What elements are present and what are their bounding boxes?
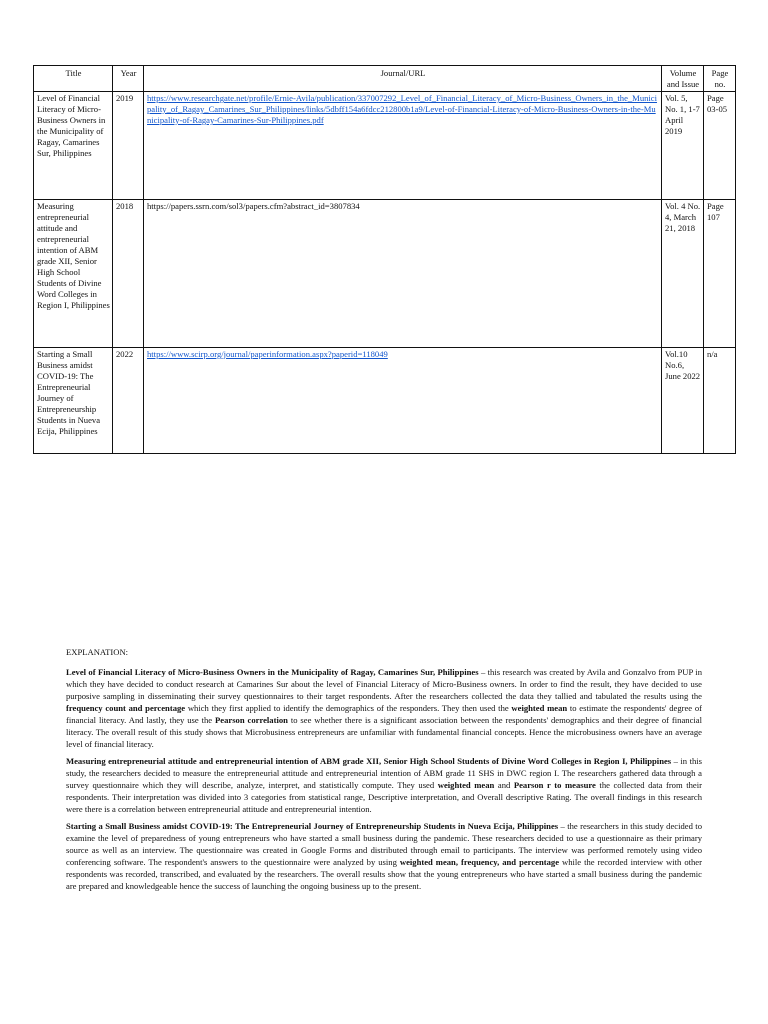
table-row	[34, 348, 736, 454]
row-year: 2019	[113, 92, 144, 200]
text-run: – in this study, the researchers decided to measure the entrepreneurial attitude and entrepreneurial intention of ABM grade 11 SHS in DWC region I. The researchers gathered data through a survey questionnaire which they will describe, analyze, interpret, and statistically compute. They used	[66, 756, 702, 790]
row-year: 2022	[113, 348, 144, 454]
text-run: while the recorded interview with other respondents was recorded, transcribed, and evaluated by the researchers. The overall results show that the young entrepreneurs who have started a small business during the pandemic are prepared and knowledgeable hence the success of launching the ongoing business up to the present.	[66, 857, 702, 891]
row-page: Page 03-05	[704, 92, 736, 200]
text-run: – this research was created by Avila and Gonzalvo from PUP in which they have decided to conduct research at Camarines Sur about the level of Financial Literacy of Micro-Business owners. In order to find the result, they have decided to use purposive sampling in disseminating their survey questionnaires to their target respondents. After the researchers collected the data they tallied and tabulated the results using the	[66, 667, 702, 701]
text-run: the collected data from their respondents. Their interpretation was divided into 3 categories from statistical range, Descriptive interpretation, and Overall descriptive Rating. The overall findings in this research were there is a correlation between entrepreneurial attitude and entrepreneurial intention.	[66, 780, 702, 814]
header-year: Year	[113, 66, 144, 92]
row-url-text: https://papers.ssrn.com/sol3/papers.cfm?abstract_id=3807834	[144, 200, 662, 348]
explanation-section	[66, 646, 702, 897]
row-title: Measuring entrepreneurial attitude and entrepreneurial intention of ABM grade XII, Senior High School Students of Divine Word Colleges in Region I, Philippines	[34, 200, 113, 348]
row-volume: Vol.10 No.6, June 2022	[662, 348, 704, 454]
bold-run: Pearson correlation	[215, 715, 288, 725]
bold-run: Level of Financial Literacy of Micro-Business Owners in the Municipality of Ragay, Camarines Sur, Philippines	[66, 667, 479, 677]
explanation-heading: EXPLANATION:	[66, 647, 129, 657]
bold-run: Measuring entrepreneurial attitude and entrepreneurial intention of ABM grade XII, Senior High School Students of Divine Word Colleges in Region I, Philippines	[66, 756, 672, 766]
row-title: Level of Financial Literacy of Micro-Business Owners in the Municipality of Ragay, Camarines Sur, Philippines	[34, 92, 113, 200]
row-url-link[interactable]: https://www.scirp.org/journal/paperinformation.aspx?paperid=118049	[147, 349, 388, 359]
table-header-row	[34, 66, 736, 92]
row-volume: Vol. 5, No. 1, 1-7 April 2019	[662, 92, 704, 200]
bold-run: Pearson r to measure	[513, 780, 596, 790]
bold-run: weighted mean, frequency, and percentage	[399, 857, 560, 867]
row-url-cell	[144, 348, 662, 454]
explanation-paragraph	[66, 820, 702, 892]
explanation-paragraph	[66, 666, 702, 750]
row-page: Page 107	[704, 200, 736, 348]
row-url-link[interactable]: https://www.researchgate.net/profile/Ernie-Avila/publication/337007292_Level_of_Financial_Literacy_of_Micro-Business_Owners_in_the_Municipality_of_Ragay_Camarines_Sur_Philippines/links/5dbff154a6fdcc212800b1a9/Level-of-Financial-Literacy-of-Micro-Business-Owners-in-the-Municipality-of-Ragay-Camarines-Sur-Philippines.pdf	[147, 93, 658, 125]
header-volume-issue: Volume and Issue	[662, 66, 704, 92]
row-title: Starting a Small Business amidst COVID-19: The Entrepreneurial Journey of Entrepreneurship Students in Nueva Ecija, Philippines	[34, 348, 113, 454]
row-page: n/a	[704, 348, 736, 454]
table-row	[34, 92, 736, 200]
header-journal-url: Journal/URL	[144, 66, 662, 92]
references-table	[33, 65, 736, 454]
table-row	[34, 200, 736, 348]
text-run: which they first applied to identify the demographics of the responders. They then used the	[185, 703, 512, 713]
row-url-cell	[144, 92, 662, 200]
explanation-paragraph	[66, 755, 702, 815]
header-title: Title	[34, 66, 113, 92]
text-run: and	[494, 780, 514, 790]
bold-run: frequency count and percentage	[66, 703, 186, 713]
text-run: to see whether there is a significant association between the respondents' demographics and their degree of financial literacy. The overall result of this study shows that Microbusiness entrepreneurs are unfamiliar with fundamental financial concepts. Hence the microbusiness owners have an average level of financial literacy.	[66, 715, 702, 749]
text-run: to estimate the respondents' degree of financial literacy. And lastly, they use the	[66, 703, 702, 725]
text-run: – the researchers in this study decided to examine the level of preparedness of young entrepreneurs who have started a small business during the pandemic. These researchers decided to use a questionnaire as their primary source as well as an interview. The questionnaire was created in Google Forms and distributed through email to participants. The interview was performed remotely using video conferencing software. The respondent's answers to the questionnaire were analyzed by using	[66, 821, 702, 867]
row-year: 2018	[113, 200, 144, 348]
bold-run: Starting a Small Business amidst COVID-19: The Entrepreneurial Journey of Entrepreneurship Students in Nueva Ecija, Philippines	[66, 821, 559, 831]
bold-run: weighted mean	[511, 703, 568, 713]
bold-run: weighted mean	[437, 780, 495, 790]
row-volume: Vol. 4 No. 4, March 21, 2018	[662, 200, 704, 348]
header-page-no: Page no.	[704, 66, 736, 92]
